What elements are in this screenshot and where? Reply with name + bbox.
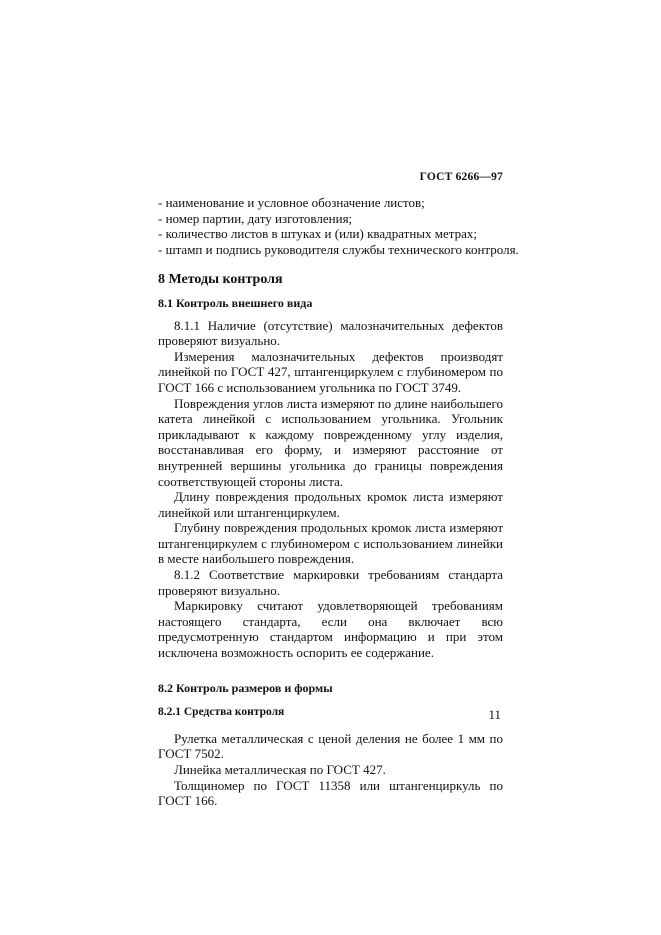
paragraph: Линейка металлическая по ГОСТ 427. bbox=[174, 762, 386, 777]
page-content bbox=[158, 195, 519, 809]
paragraph: Толщиномер по ГОСТ 11358 или штангенциркуль по ГОСТ 166. bbox=[158, 777, 503, 809]
paragraph: Маркировку считают удовлетворяющей требованиям настоящего стандарта, если она включает всю предусмотренную стандартом информацию и при этом исключена возможность оспорить ее содержание. bbox=[158, 598, 503, 661]
section-8-2-title: 8.2 Контроль размеров и формы bbox=[158, 680, 333, 695]
document-code: ГОСТ 6266—97 bbox=[419, 171, 503, 183]
paragraph: Рулетка металлическая с ценой деления не более 1 мм по ГОСТ 7502. bbox=[158, 730, 503, 762]
section-8-2-1-title: 8.2.1 Средства контроля bbox=[158, 706, 285, 719]
page-number: 11 bbox=[488, 707, 501, 722]
list-item: - номер партии, дату изготовления; bbox=[158, 210, 353, 226]
section-8-title: 8 Методы контроля bbox=[158, 272, 283, 288]
list-item: - количество листов в штуках и (или) квадратных метрах; bbox=[158, 226, 478, 242]
paragraph: 8.1.1 Наличие (отсутствие) малозначительных дефектов проверяют визуально. bbox=[158, 317, 503, 349]
paragraph: Повреждения углов листа измеряют по длине наибольшего катета линейкой с использованием угольника. Угольник прикладывают к каждому поврежденному углу изделия, восстанавливая его форму, и измеряют расстояние от внутренней вершины угольника до границы повреждения соответствующей стороны листа. bbox=[158, 395, 503, 489]
section-8-1-title: 8.1 Контроль внешнего вида bbox=[158, 295, 313, 310]
marking-list bbox=[158, 195, 519, 257]
paragraph: Измерения малозначительных дефектов производят линейкой по ГОСТ 427, штангенциркулем с глубиномером по ГОСТ 166 с использованием угольника по ГОСТ 3749. bbox=[158, 348, 503, 395]
list-item: - наименование и условное обозначение листов; bbox=[158, 195, 425, 210]
paragraph: Глубину повреждения продольных кромок листа измеряют штангенциркулем с глубиномером с использованием линейки в месте наибольшего повреждения. bbox=[158, 520, 503, 567]
paragraph: 8.1.2 Соответствие маркировки требованиям стандарта проверяют визуально. bbox=[158, 567, 503, 598]
list-item: - штамп и подпись руководителя службы технического контроля. bbox=[158, 241, 519, 257]
paragraph: Длину повреждения продольных кромок листа измеряют линейкой или штангенциркулем. bbox=[158, 489, 503, 520]
